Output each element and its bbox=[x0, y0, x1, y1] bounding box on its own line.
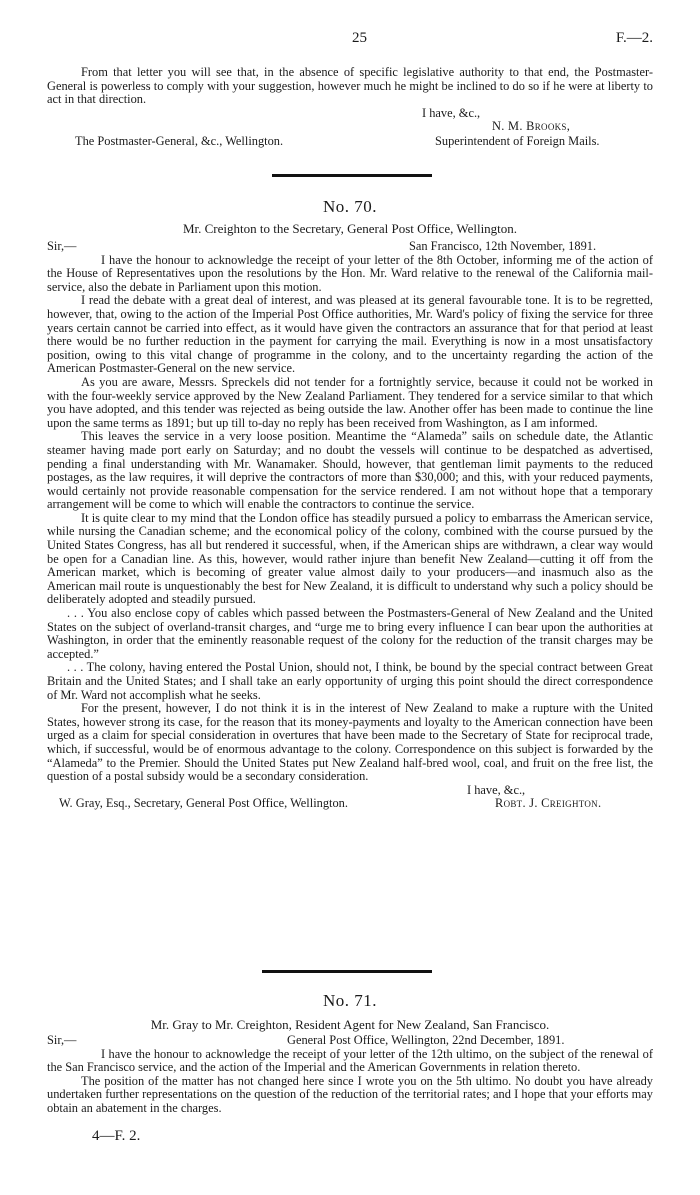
letter-70-number: No. 70. bbox=[322, 197, 378, 216]
letter-69-end bbox=[47, 66, 653, 149]
letter-71-body bbox=[47, 1034, 653, 1116]
paragraph: The position of the matter has not changed here since I wrote you on the 5th ultimo. No doubt you have already undertaken further representations on the question of the reduction of the territorial rates; and I hope that your efforts may obtain an abatement in the charges. bbox=[47, 1073, 653, 1115]
paragraph: This leaves the service in a very loose position. Meantime the “Alameda” sails on schedule date, the Atlantic steamer having made port early on Saturday; and no doubt the vessels will continue to be despatched as advertised, pending a final understanding with Mr. Wanamaker. Should, however, that gentleman limit payments to the reduced postages, as the law requires, it will deprive the contractors of more than $30,000; and this, with your reduced payments, would certainly not provide reasonable compensation for the service rendered. I am not without hope that a temporary arrangement will be come to which will enable the contractors to continue the service. bbox=[47, 429, 653, 512]
paragraph: It is quite clear to my mind that the London office has steadily pursued a policy to embarrass the American service, while nursing the Canadian scheme; and the economical policy of the colony, combined with the course pursued by the United States Congress, has all but rendered it successful, when, if the American ships are withdrawn, a clear way would be open for a Canadian line. As this, however, would rather injure than benefit New Zealand—cutting it off from the American market, which is becoming of greater value almost daily to your producers—and inasmuch also as the American mail route is unquestionably the best for New Zealand, it is difficult to understand why such a policy should be deliberately adopted and steadily pursued. bbox=[47, 510, 653, 607]
signer: N. M. Brooks, bbox=[492, 119, 571, 134]
letter-70-body bbox=[47, 240, 653, 811]
signer-row bbox=[47, 120, 653, 134]
paragraph: I have the honour to acknowledge the receipt of your letter of the 8th October, informing me of the action of the House of Representatives upon the resolutions by the Hon. Mr. Ward relative to the renewal of the California mail-service, also the debate in Parliament upon this motion. bbox=[47, 252, 653, 294]
salutation-row bbox=[47, 1034, 653, 1048]
salutation-row bbox=[47, 240, 653, 254]
signer-title: Superintendent of Foreign Mails. bbox=[435, 133, 600, 148]
letter-70-title: Mr. Creighton to the Secretary, General Post Office, Wellington. bbox=[182, 221, 518, 236]
addressee: The Postmaster-General, &c., Wellington. bbox=[75, 133, 284, 148]
section-divider bbox=[272, 174, 432, 177]
document-reference: F.—2. bbox=[615, 30, 653, 46]
closing: I have, &c., bbox=[467, 782, 526, 797]
signer: Robt. J. Creighton. bbox=[495, 796, 602, 811]
page-number: 25 bbox=[352, 30, 367, 46]
page-header bbox=[0, 32, 700, 50]
paragraph: I read the debate with a great deal of interest, and was pleased at its general favourable tone. It is to be regretted, however, that, owing to the action of the Imperial Post Office authorities, Mr. Ward's policy of fixing the service for three years certain cannot be carried into effect, as it would have given the contractors an assurance that for that period at least there would be no further reduction in the payment for carrying the mail. Everything is now in a most unsatisfactory position, owing to this vital change of programme in the colony, and to the uncertainty regarding the action of the American Postmaster-General on the new service. bbox=[47, 293, 653, 376]
paragraph: . . . The colony, having entered the Postal Union, should not, I think, be bound by the special contract between Great Britain and the United States; and I shall take an early opportunity of urging this point should the direct correspondence of Mr. Ward not accomplish what he seeks. bbox=[47, 660, 653, 702]
addressee: W. Gray, Esq., Secretary, General Post Office, Wellington. bbox=[59, 796, 348, 811]
section-divider bbox=[262, 970, 432, 973]
paragraph: I have the honour to acknowledge the receipt of your letter of the 12th ultimo, on the subject of the renewal of the San Francisco service, and the action of the Imperial and the American Governments in relation thereto. bbox=[47, 1046, 653, 1075]
paragraph: As you are aware, Messrs. Spreckels did not tender for a fortnightly service, because it could not be worked in with the four-weekly service approved by the New Zealand Parliament. They tendered for a service similar to that which you have adopted, and this tender was rejected as being outside the law. Another offer has been made to continue the line upon the same terms as 1891; but up till to-day no reply has been received from Washington, as I am informed. bbox=[47, 374, 653, 430]
closing: I have, &c., bbox=[422, 105, 481, 120]
salutation: Sir,— bbox=[47, 1033, 77, 1047]
paragraph: From that letter you will see that, in the absence of specific legislative authority to that end, the Postmaster-General is powerless to comply with your suggestion, however much he might be inclined to do so if he were at liberty to act in that direction. bbox=[47, 65, 653, 107]
place-date: San Francisco, 12th November, 1891. bbox=[409, 239, 597, 253]
signature-mark: 4—F. 2. bbox=[92, 1128, 141, 1144]
paragraph: . . . You also enclose copy of cables which passed between the Postmasters-General of New Zealand and the United States on the subject of overland-transit charges, and “urge me to bring every influence I can bear upon the authorities at Washington, in order that the eminently reasonable request of the colony for the reduction of the transit charges may be accepted.” bbox=[47, 606, 653, 661]
closing-row bbox=[47, 107, 653, 121]
place-date: General Post Office, Wellington, 22nd December, 1891. bbox=[287, 1033, 565, 1047]
letter-71-title: Mr. Gray to Mr. Creighton, Resident Agent for New Zealand, San Francisco. bbox=[150, 1017, 550, 1032]
closing-row bbox=[47, 784, 653, 798]
salutation: Sir,— bbox=[47, 239, 77, 253]
paragraph: For the present, however, I do not think it is in the interest of New Zealand to make a rupture with the United States, however strong its case, for the reason that its money-payments and loyalty to the American connection have been urged as a claim for special consideration in overtures that have been made to the Secretary of State for reciprocal trade, which, if successful, would be of enormous advantage to the colony. Correspondence on this subject is forwarded by the “Alameda” to the Premier. Should the United States put New Zealand half-bred wool, coal, and fruit on the free list, the question of a postal subsidy would be a secondary consideration. bbox=[47, 701, 653, 784]
addressee-row bbox=[47, 135, 653, 149]
letter-71-number: No. 71. bbox=[322, 991, 378, 1010]
addressee-row bbox=[47, 797, 653, 811]
